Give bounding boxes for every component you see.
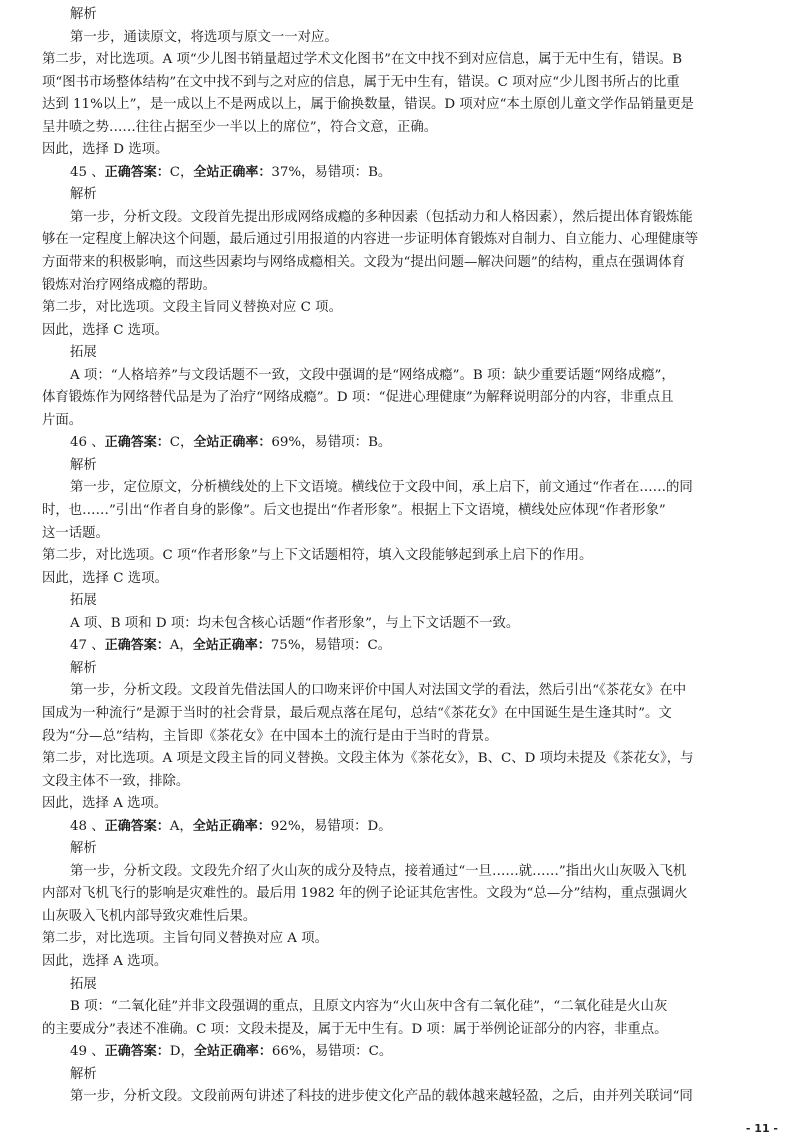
page-number: - 11 - [745,1122,778,1135]
rate-value: 92%， [270,818,314,834]
paragraph-first-line: 第一步，分析文段。文段先介绍了火山灰的成分及特点，接着通过“一旦……就……”指出火山灰吸入飞机 [70,863,687,879]
wrong-label: 易错项： [314,164,369,180]
paragraph-line: 项“图书市场整体结构”在文中找不到与之对应的信息，属于无中生有，错误。C 项对应“少儿图书所占的比重 [42,74,680,90]
paragraph-line: 呈井喷之势……往往占据至少一半以上的席位”，符合文意，正确。 [42,119,438,135]
section-label: 解析 [70,841,97,857]
answer-line [70,432,782,455]
paragraph-first-line: 第一步，定位原文，分析横线处的上下文语境。横线位于文段中间，承上启下，前文通过“作者在……的同 [70,480,693,496]
section-label: 解析 [70,457,97,473]
wrong-label: 易错项： [313,638,368,654]
question-number: 48 、 [70,818,105,834]
paragraph-line: 因此，选择 C 选项。 [42,570,168,586]
section-label: 拓展 [70,593,97,609]
answer-line [70,635,782,658]
paragraph-line: 的主要成分”表述不准确。C 项：文段未提及，属于无中生有。D 项：属于举例论证部分的内容，非重点。 [42,1021,668,1037]
wrong-label: 易错项： [313,818,368,834]
section-label: 拓展 [70,976,97,992]
paragraph-line: 第二步，对比选项。主旨句同义替换对应 A 项。 [42,931,328,947]
paragraph-line: 因此，选择 C 选项。 [42,322,168,338]
answer-value: A， [169,638,193,654]
answer-label: 正确答案： [104,818,170,834]
rate-value: 66%， [271,1044,316,1060]
paragraph-first-line: A 项、B 项和 D 项：均未包含核心话题“作者形象”，与上下文话题不一致。 [70,615,520,631]
paragraph-line: 因此，选择 A 选项。 [42,953,168,969]
answer-value: D， [169,1044,194,1060]
answer-label: 正确答案： [104,1044,170,1060]
answer-value: C， [169,435,194,451]
wrong-value: C。 [367,638,392,654]
paragraph-line: 国成为一种流行”是源于当时的社会背景，最后观点落在尾句，总结“《茶花女》在中国诞生是生逢其时”。文 [42,705,672,721]
section-label: 解析 [70,7,97,22]
answer-label: 正确答案： [104,638,170,654]
answer-line [70,816,782,839]
rate-label: 全站正确率： [193,435,272,451]
section-label: 拓展 [70,345,97,361]
wrong-value: C。 [368,1044,393,1060]
paragraph-first-line: A 项：“人格培养”与文段话题不一致，文段中强调的是“网络成瘾”。B 项：缺少重要话题“网络成瘾”， [70,367,675,383]
paragraph-line: 第二步，对比选项。A 项是文段主旨的同义替换。文段主体为《茶花女》，B、C、D 项均未提及《茶花女》，与 [42,751,694,767]
paragraph-line: 文段主体不一致，排除。 [42,773,190,789]
paragraph-first-line: 第一步，分析文段。文段首先借法国人的口吻来评价中国人对法国文学的看法，然后引出“《茶花女》在中 [70,683,687,699]
wrong-value: D。 [367,818,392,834]
rate-value: 75%， [270,638,314,654]
paragraph-line: 方面带来的积极影响，而这些因素均与网络成瘾相关。文段为“提出问题—解决问题”的结构，重点在强调体育 [42,255,686,271]
question-number: 47 、 [70,638,105,654]
paragraph-line: 这一话题。 [42,525,109,541]
rate-value: 37%， [271,164,315,180]
answer-line [70,162,782,185]
rate-label: 全站正确率： [192,638,271,654]
paragraph-line: 片面。 [42,412,83,428]
paragraph-line: 达到 11%以上”，是一成以上不是两成以上，属于偷换数量，错误。D 项对应“本土原创儿童文学作品销量更是 [42,97,694,113]
paragraph-line: 因此，选择 D 选项。 [42,142,169,158]
section-label: 解析 [70,660,97,676]
answer-label: 正确答案： [104,435,170,451]
wrong-label: 易错项： [314,435,369,451]
paragraph-first-line: 第一步，通读原文，将选项与原文一一对应。 [70,29,338,45]
wrong-label: 易错项： [315,1044,369,1060]
paragraph-line: 因此，选择 A 选项。 [42,796,168,812]
question-number: 45 、 [70,164,105,180]
paragraph-first-line: 第一步，分析文段。文段前两句讲述了科技的进步使文化产品的载体越来越轻盈，之后，由并列关联词“同 [70,1089,693,1105]
paragraph-line: 山灰吸入飞机内部导致灾难性后果。 [42,908,257,924]
paragraph-line: 段为“分—总”结构，主旨即《茶花女》在中国本土的流行是由于当时的背景。 [42,728,498,744]
paragraph-line: 锻炼对治疗网络成瘾的帮助。 [42,277,217,293]
rate-label: 全站正确率： [193,164,272,180]
wrong-value: B。 [368,435,392,451]
paragraph-line: 第二步，对比选项。C 项“作者形象”与上下文话题相符，填入文段能够起到承上启下的作用。 [42,548,593,564]
answer-label: 正确答案： [104,164,170,180]
question-number: 49 、 [70,1044,105,1060]
paragraph-line: 第二步，对比选项。文段主旨同义替换对应 C 项。 [42,300,342,316]
answer-value: C， [169,164,194,180]
paragraph-line: 第二步，对比选项。A 项“少儿图书销量超过学术文化图书”在文中找不到对应信息，属于无中生有，错误。B [42,52,683,68]
paragraph-line: 够在一定程度上解决这个问题，最后通过引用报道的内容进一步证明体育锻炼对自制力、自立能力、心理健康等 [42,232,699,248]
wrong-value: B。 [368,164,392,180]
question-number: 46 、 [70,435,105,451]
document-page [42,4,782,1109]
paragraph-line: 内部对飞机飞行的影响是灾难性的。最后用 1982 年的例子论证其危害性。文段为“总—分”结构，重点强调火 [42,886,688,902]
paragraph-first-line: B 项：“二氧化硅”并非文段强调的重点，且原文内容为“火山灰中含有二氧化硅”，“二氧化硅是火山灰 [70,999,668,1015]
paragraph-line: 时，也……”引出“作者自身的影像”。后文也提出“作者形象”。根据上下文语境，横线处应体现“作者形象” [42,503,666,519]
answer-line [70,1041,782,1064]
paragraph-first-line: 第一步，分析文段。文段首先提出形成网络成瘾的多种因素（包括动力和人格因素），然后提出体育锻炼能 [70,209,693,225]
paragraph-line: 体育锻炼作为网络替代品是为了治疗“网络成瘾”。D 项：“促进心理健康”为解释说明部分的内容，非重点且 [42,390,674,406]
section-label: 解析 [70,187,97,203]
rate-label: 全站正确率： [193,1044,272,1060]
section-label: 解析 [70,1066,97,1082]
answer-value: A， [169,818,193,834]
rate-label: 全站正确率： [192,818,271,834]
rate-value: 69%， [271,435,315,451]
